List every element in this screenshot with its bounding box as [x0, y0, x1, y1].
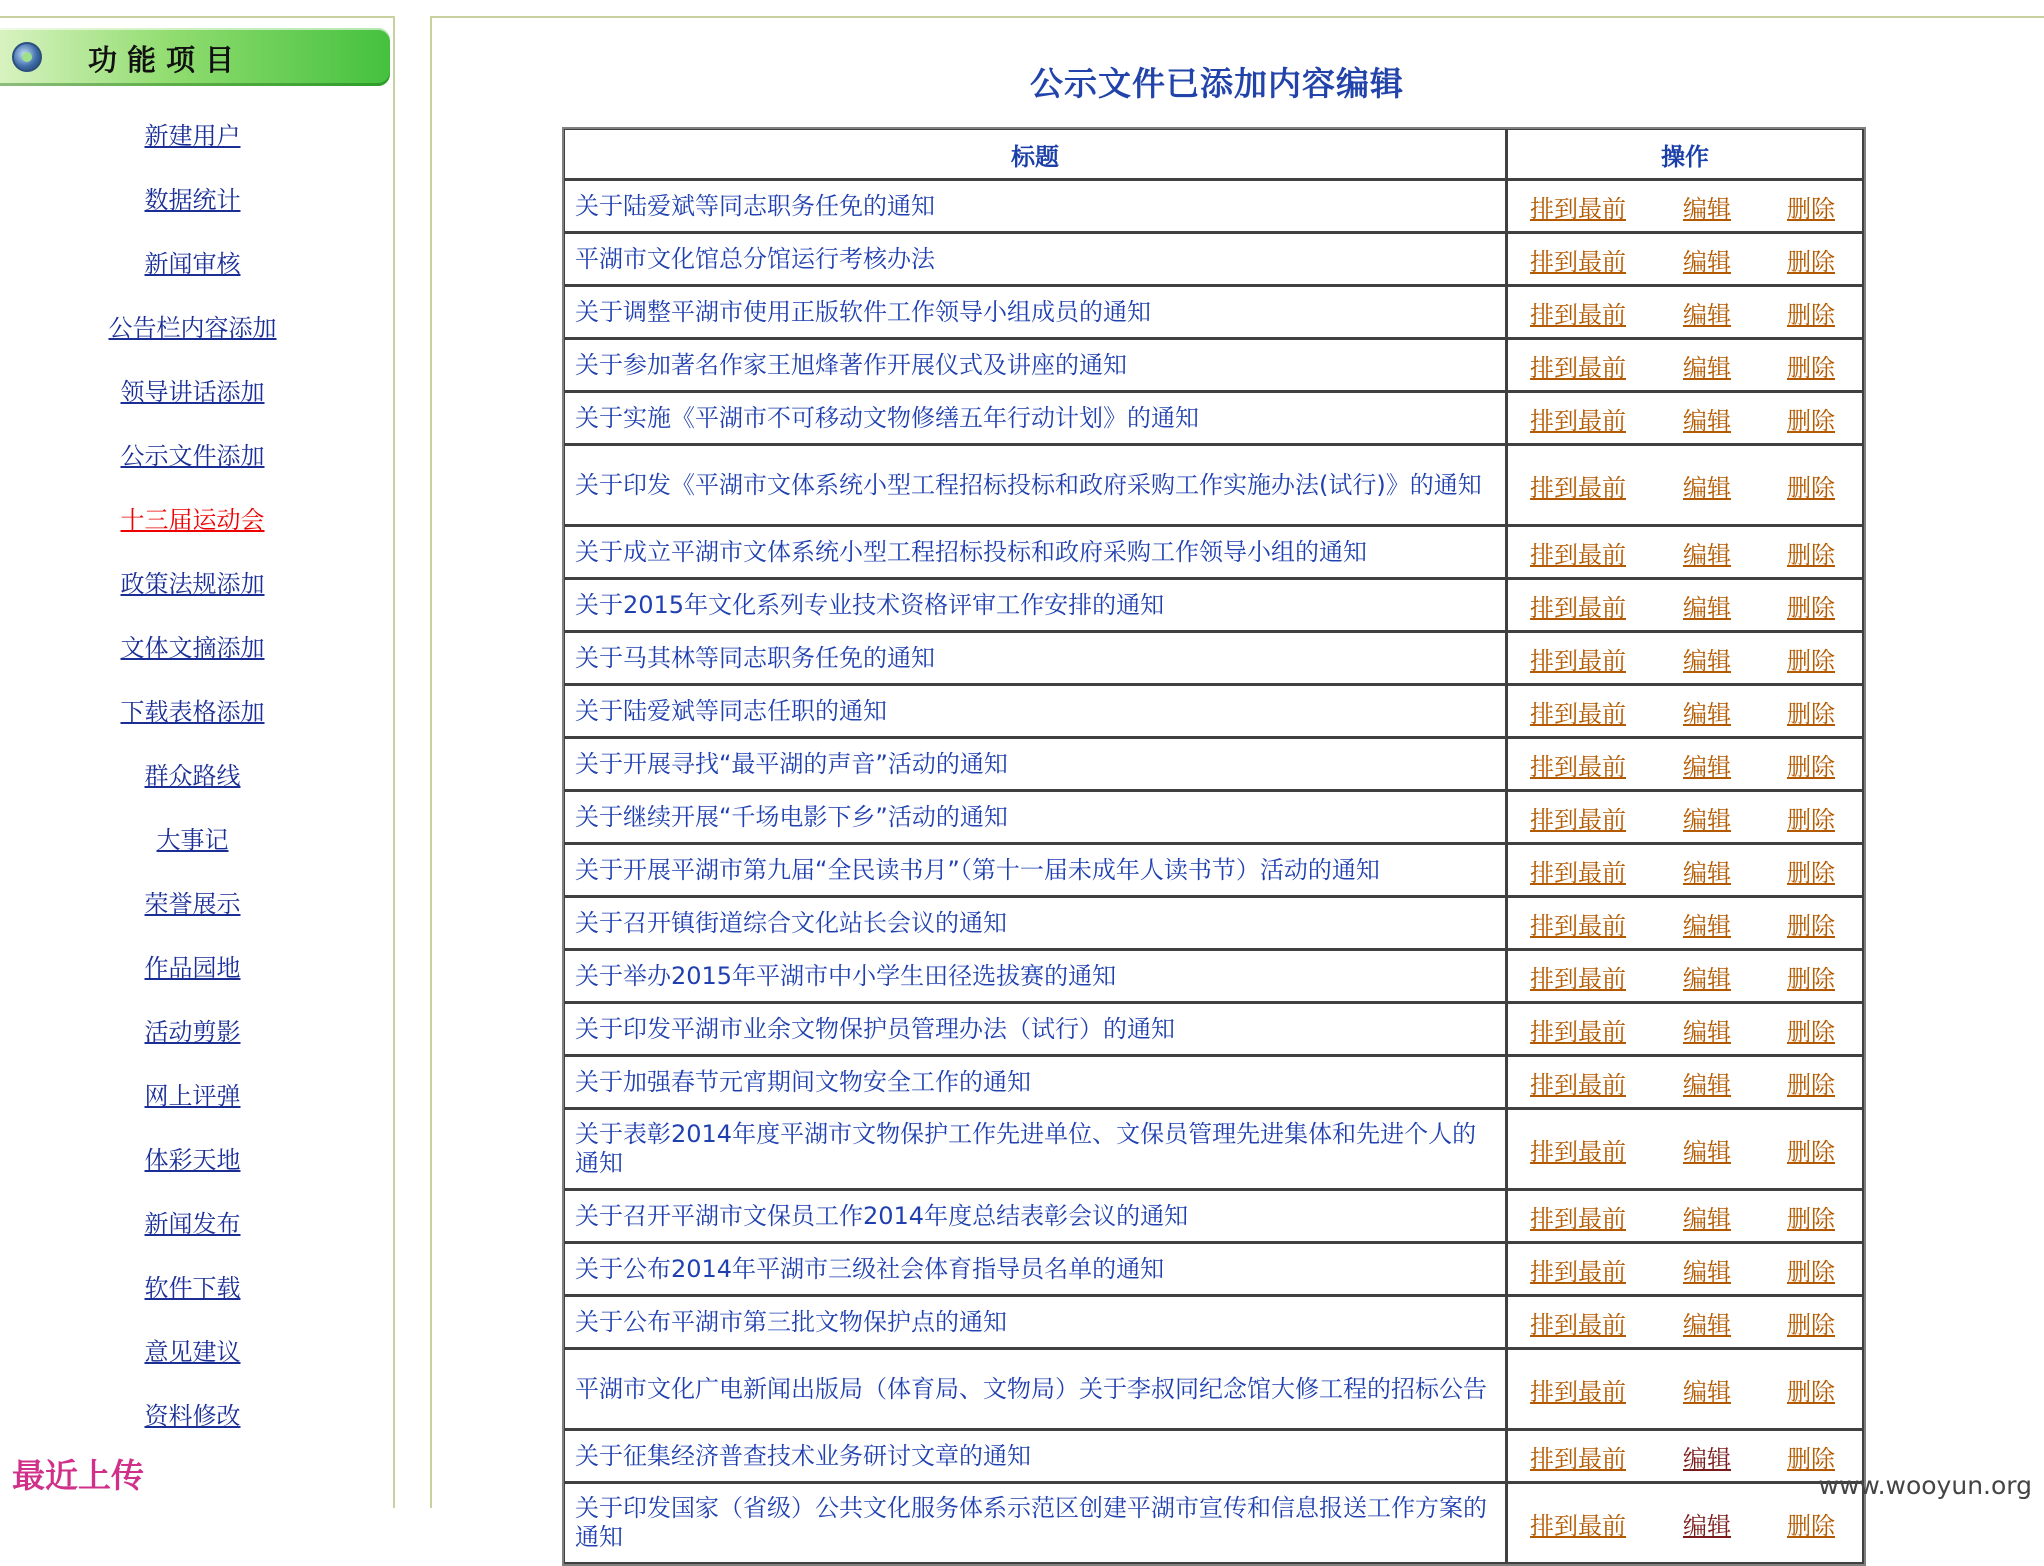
edit-link[interactable]: 编辑 — [1683, 1444, 1731, 1473]
edit-link[interactable]: 编辑 — [1683, 194, 1731, 223]
edit-link[interactable]: 编辑 — [1683, 540, 1731, 569]
table-row — [564, 1056, 1864, 1109]
edit-link[interactable]: 编辑 — [1683, 1137, 1731, 1166]
table-row — [564, 1109, 1864, 1190]
row-actions — [1507, 1430, 1864, 1483]
row-actions — [1507, 526, 1864, 579]
sidebar-item-4[interactable]: 领导讲话添加 — [120, 378, 265, 406]
document-table — [562, 127, 1866, 1566]
document-title[interactable]: 关于开展寻找“最平湖的声音”活动的通知 — [564, 738, 1507, 791]
watermark: www.wooyun.org — [1818, 1471, 2032, 1500]
move-to-top-link[interactable]: 排到最前 — [1530, 353, 1626, 382]
move-to-top-link[interactable]: 排到最前 — [1530, 1310, 1626, 1339]
delete-link[interactable]: 删除 — [1787, 540, 1835, 569]
main-content — [430, 16, 2044, 1551]
edit-link[interactable]: 编辑 — [1683, 406, 1731, 435]
row-actions — [1507, 1109, 1864, 1190]
sidebar-item-3[interactable]: 公告栏内容添加 — [108, 314, 277, 342]
sidebar-item-11[interactable]: 大事记 — [156, 826, 229, 854]
row-actions — [1507, 685, 1864, 738]
edit-link[interactable]: 编辑 — [1683, 699, 1731, 728]
sidebar-item-8[interactable]: 文体文摘添加 — [120, 634, 265, 662]
document-title[interactable]: 关于举办2015年平湖市中小学生田径选拔赛的通知 — [564, 950, 1507, 1003]
document-title[interactable]: 关于2015年文化系列专业技术资格评审工作安排的通知 — [564, 579, 1507, 632]
document-title[interactable]: 关于参加著名作家王旭烽著作开展仪式及讲座的通知 — [564, 339, 1507, 392]
row-actions — [1507, 233, 1864, 286]
edit-link[interactable]: 编辑 — [1683, 1377, 1731, 1406]
row-actions — [1507, 897, 1864, 950]
sidebar-item-14[interactable]: 活动剪影 — [144, 1018, 241, 1046]
delete-link[interactable]: 删除 — [1787, 300, 1835, 329]
sidebar-header-title: 功能项目 — [88, 43, 245, 77]
delete-link[interactable]: 删除 — [1787, 1070, 1835, 1099]
sidebar-item-9[interactable]: 下载表格添加 — [120, 698, 265, 726]
row-actions — [1507, 1003, 1864, 1056]
sidebar-item-12[interactable]: 荣誉展示 — [144, 890, 241, 918]
delete-link[interactable]: 删除 — [1787, 593, 1835, 622]
sidebar-item-1[interactable]: 数据统计 — [144, 186, 241, 214]
delete-link[interactable]: 删除 — [1787, 1257, 1835, 1286]
table-row — [564, 1349, 1864, 1430]
delete-link[interactable]: 删除 — [1787, 1204, 1835, 1233]
row-actions — [1507, 1056, 1864, 1109]
table-row — [564, 579, 1864, 632]
gear-icon — [12, 42, 42, 72]
table-row — [564, 1190, 1864, 1243]
delete-link[interactable]: 删除 — [1787, 353, 1835, 382]
document-title[interactable]: 关于召开平湖市文保员工作2014年度总结表彰会议的通知 — [564, 1190, 1507, 1243]
move-to-top-link[interactable]: 排到最前 — [1530, 194, 1626, 223]
sidebar — [0, 16, 395, 1508]
edit-link[interactable]: 编辑 — [1683, 1310, 1731, 1339]
move-to-top-link[interactable]: 排到最前 — [1530, 1017, 1626, 1046]
sidebar-item-0[interactable]: 新建用户 — [144, 122, 241, 150]
sidebar-item-19[interactable]: 意见建议 — [144, 1338, 241, 1366]
delete-link[interactable]: 删除 — [1787, 752, 1835, 781]
table-row — [564, 632, 1864, 685]
edit-link[interactable]: 编辑 — [1683, 1257, 1731, 1286]
delete-link[interactable]: 删除 — [1787, 1511, 1835, 1540]
table-row — [564, 738, 1864, 791]
table-row — [564, 897, 1864, 950]
table-row — [564, 339, 1864, 392]
document-title[interactable]: 关于召开镇街道综合文化站长会议的通知 — [564, 897, 1507, 950]
sidebar-item-7[interactable]: 政策法规添加 — [120, 570, 265, 598]
row-actions — [1507, 180, 1864, 233]
row-actions — [1507, 632, 1864, 685]
delete-link[interactable]: 删除 — [1787, 194, 1835, 223]
table-row — [564, 1483, 1864, 1564]
table-row — [564, 844, 1864, 897]
document-title[interactable]: 关于马其林等同志职务任免的通知 — [564, 632, 1507, 685]
move-to-top-link[interactable]: 排到最前 — [1530, 699, 1626, 728]
table-row — [564, 950, 1864, 1003]
move-to-top-link[interactable]: 排到最前 — [1530, 1377, 1626, 1406]
edit-link[interactable]: 编辑 — [1683, 300, 1731, 329]
delete-link[interactable]: 删除 — [1787, 1017, 1835, 1046]
table-row — [564, 791, 1864, 844]
document-title[interactable]: 关于公布平湖市第三批文物保护点的通知 — [564, 1296, 1507, 1349]
row-actions — [1507, 1483, 1864, 1564]
table-row — [564, 233, 1864, 286]
move-to-top-link[interactable]: 排到最前 — [1530, 1204, 1626, 1233]
document-title[interactable]: 关于陆爱斌等同志职务任免的通知 — [564, 180, 1507, 233]
table-row — [564, 286, 1864, 339]
move-to-top-link[interactable]: 排到最前 — [1530, 1511, 1626, 1540]
delete-link[interactable]: 删除 — [1787, 805, 1835, 834]
document-title[interactable]: 平湖市文化广电新闻出版局（体育局、文物局）关于李叔同纪念馆大修工程的招标公告 — [564, 1349, 1507, 1430]
edit-link[interactable]: 编辑 — [1683, 353, 1731, 382]
row-actions — [1507, 445, 1864, 526]
table-row — [564, 1243, 1864, 1296]
document-title[interactable]: 关于实施《平湖市不可移动文物修缮五年行动计划》的通知 — [564, 392, 1507, 445]
edit-link[interactable]: 编辑 — [1683, 911, 1731, 940]
move-to-top-link[interactable]: 排到最前 — [1530, 805, 1626, 834]
sidebar-item-20[interactable]: 资料修改 — [144, 1402, 241, 1430]
document-title[interactable]: 平湖市文化馆总分馆运行考核办法 — [564, 233, 1507, 286]
delete-link[interactable]: 删除 — [1787, 1137, 1835, 1166]
table-row — [564, 1003, 1864, 1056]
row-actions — [1507, 339, 1864, 392]
delete-link[interactable]: 删除 — [1787, 911, 1835, 940]
document-title[interactable]: 关于陆爱斌等同志任职的通知 — [564, 685, 1507, 738]
move-to-top-link[interactable]: 排到最前 — [1530, 540, 1626, 569]
document-title[interactable]: 关于印发国家（省级）公共文化服务体系示范区创建平湖市宣传和信息报送工作方案的通知 — [564, 1483, 1507, 1564]
sidebar-item-15[interactable]: 网上评弹 — [144, 1082, 241, 1110]
row-actions — [1507, 1243, 1864, 1296]
column-header-title: 标题 — [564, 129, 1507, 180]
delete-link[interactable]: 删除 — [1787, 858, 1835, 887]
move-to-top-link[interactable]: 排到最前 — [1530, 1257, 1626, 1286]
move-to-top-link[interactable]: 排到最前 — [1530, 300, 1626, 329]
table-row — [564, 392, 1864, 445]
document-title[interactable]: 关于成立平湖市文体系统小型工程招标投标和政府采购工作领导小组的通知 — [564, 526, 1507, 579]
delete-link[interactable]: 删除 — [1787, 247, 1835, 276]
edit-link[interactable]: 编辑 — [1683, 805, 1731, 834]
document-title[interactable]: 关于调整平湖市使用正版软件工作领导小组成员的通知 — [564, 286, 1507, 339]
edit-link[interactable]: 编辑 — [1683, 1204, 1731, 1233]
row-actions — [1507, 844, 1864, 897]
document-title[interactable]: 关于加强春节元宵期间文物安全工作的通知 — [564, 1056, 1507, 1109]
move-to-top-link[interactable]: 排到最前 — [1530, 911, 1626, 940]
row-actions — [1507, 286, 1864, 339]
page-title: 公示文件已添加内容编辑 — [1030, 64, 1404, 103]
move-to-top-link[interactable]: 排到最前 — [1530, 473, 1626, 502]
row-actions — [1507, 950, 1864, 1003]
document-title[interactable]: 关于公布2014年平湖市三级社会体育指导员名单的通知 — [564, 1243, 1507, 1296]
column-header-actions: 操作 — [1507, 129, 1864, 180]
sidebar-item-13[interactable]: 作品园地 — [144, 954, 241, 982]
edit-link[interactable]: 编辑 — [1683, 964, 1731, 993]
table-row — [564, 1430, 1864, 1483]
sidebar-item-16[interactable]: 体彩天地 — [144, 1146, 241, 1174]
edit-link[interactable]: 编辑 — [1683, 473, 1731, 502]
sidebar-item-17[interactable]: 新闻发布 — [144, 1210, 241, 1238]
move-to-top-link[interactable]: 排到最前 — [1530, 247, 1626, 276]
table-row — [564, 685, 1864, 738]
sidebar-header — [0, 28, 390, 86]
row-actions — [1507, 738, 1864, 791]
delete-link[interactable]: 删除 — [1787, 699, 1835, 728]
edit-link[interactable]: 编辑 — [1683, 593, 1731, 622]
sidebar-menu — [0, 118, 385, 1462]
edit-link[interactable]: 编辑 — [1683, 1017, 1731, 1046]
move-to-top-link[interactable]: 排到最前 — [1530, 1137, 1626, 1166]
sidebar-item-5[interactable]: 公示文件添加 — [120, 442, 265, 470]
table-row — [564, 180, 1864, 233]
document-title[interactable]: 关于开展平湖市第九届“全民读书月”（第十一届未成年人读书节）活动的通知 — [564, 844, 1507, 897]
table-row — [564, 1296, 1864, 1349]
move-to-top-link[interactable]: 排到最前 — [1530, 1444, 1626, 1473]
document-title[interactable]: 关于印发平湖市业余文物保护员管理办法（试行）的通知 — [564, 1003, 1507, 1056]
move-to-top-link[interactable]: 排到最前 — [1530, 406, 1626, 435]
edit-link[interactable]: 编辑 — [1683, 1511, 1731, 1540]
move-to-top-link[interactable]: 排到最前 — [1530, 646, 1626, 675]
edit-link[interactable]: 编辑 — [1683, 646, 1731, 675]
row-actions — [1507, 791, 1864, 844]
delete-link[interactable]: 删除 — [1787, 1310, 1835, 1339]
row-actions — [1507, 392, 1864, 445]
edit-link[interactable]: 编辑 — [1683, 752, 1731, 781]
sidebar-item-18[interactable]: 软件下载 — [144, 1274, 241, 1302]
sidebar-item-2[interactable]: 新闻审核 — [144, 250, 241, 278]
delete-link[interactable]: 删除 — [1787, 1444, 1835, 1473]
row-actions — [1507, 579, 1864, 632]
document-title[interactable]: 关于征集经济普查技术业务研讨文章的通知 — [564, 1430, 1507, 1483]
document-title[interactable]: 关于表彰2014年度平湖市文物保护工作先进单位、文保员管理先进集体和先进个人的通知 — [564, 1109, 1507, 1190]
delete-link[interactable]: 删除 — [1787, 964, 1835, 993]
delete-link[interactable]: 删除 — [1787, 1377, 1835, 1406]
row-actions — [1507, 1349, 1864, 1430]
table-row — [564, 526, 1864, 579]
edit-link[interactable]: 编辑 — [1683, 858, 1731, 887]
delete-link[interactable]: 删除 — [1787, 473, 1835, 502]
edit-link[interactable]: 编辑 — [1683, 1070, 1731, 1099]
move-to-top-link[interactable]: 排到最前 — [1530, 964, 1626, 993]
recent-uploads-title: 最近上传 — [12, 1456, 144, 1495]
move-to-top-link[interactable]: 排到最前 — [1530, 1070, 1626, 1099]
move-to-top-link[interactable]: 排到最前 — [1530, 752, 1626, 781]
delete-link[interactable]: 删除 — [1787, 646, 1835, 675]
move-to-top-link[interactable]: 排到最前 — [1530, 593, 1626, 622]
table-row — [564, 445, 1864, 526]
sidebar-item-6[interactable]: 十三届运动会 — [120, 506, 265, 534]
row-actions — [1507, 1190, 1864, 1243]
row-actions — [1507, 1296, 1864, 1349]
sidebar-item-10[interactable]: 群众路线 — [144, 762, 241, 790]
delete-link[interactable]: 删除 — [1787, 406, 1835, 435]
move-to-top-link[interactable]: 排到最前 — [1530, 858, 1626, 887]
document-title[interactable]: 关于继续开展“千场电影下乡”活动的通知 — [564, 791, 1507, 844]
edit-link[interactable]: 编辑 — [1683, 247, 1731, 276]
document-title[interactable]: 关于印发《平湖市文体系统小型工程招标投标和政府采购工作实施办法(试行)》的通知 — [564, 445, 1507, 526]
